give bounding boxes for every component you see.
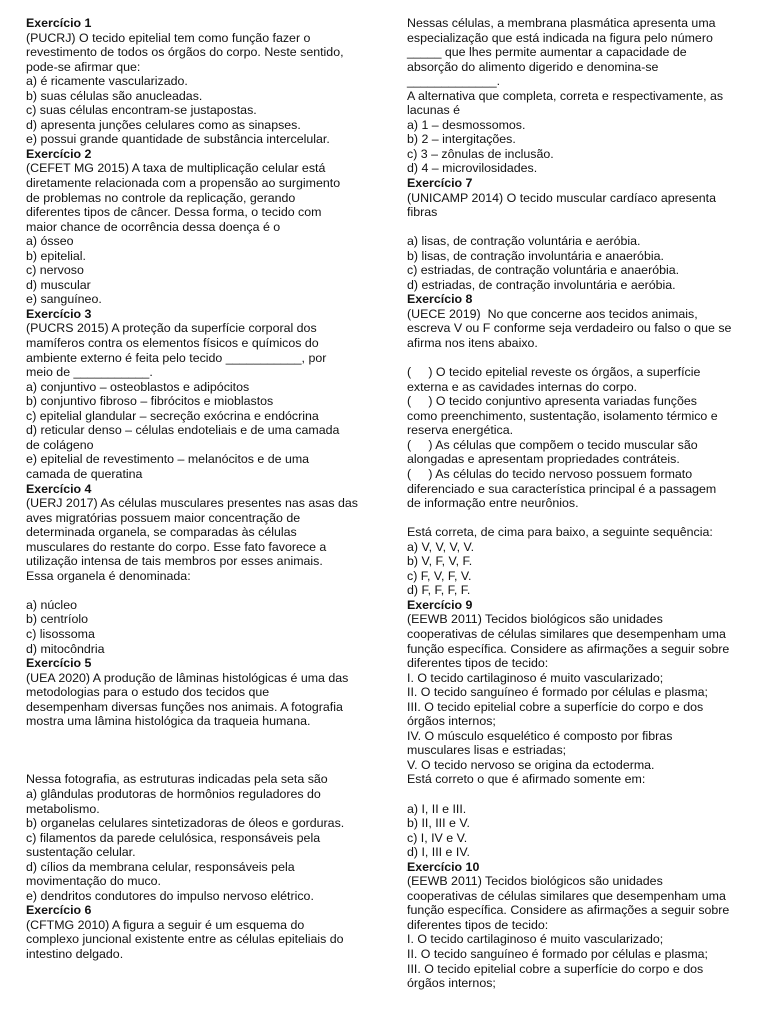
text-line: _____ que lhes permite aumentar a capacidade de [407, 45, 687, 60]
text-line: de informação entre neurônios. [407, 496, 579, 511]
text-line: c) nervoso [26, 263, 84, 278]
text-line: a) glândulas produtoras de hormônios reguladores do [26, 786, 321, 801]
left-column [26, 16, 371, 962]
text-line: (UEA 2020) A produção de lâminas histológicas é uma das [26, 670, 349, 685]
text-line: a) núcleo [26, 597, 77, 612]
exercise-heading: Exercício 3 [26, 306, 92, 321]
text-line: a) lisas, de contração voluntária e aeróbia. [407, 234, 641, 249]
text-line: (EEWB 2011) Tecidos biológicos são unidades [407, 874, 663, 889]
text-line: d) F, F, F, F. [407, 583, 471, 598]
text-line: pode-se afirmar que: [26, 59, 141, 74]
text-line: camada de queratina [26, 466, 143, 481]
text-line: a) é ricamente vascularizado. [26, 74, 188, 89]
exercise-heading: Exercício 6 [26, 903, 92, 918]
text-line: intestino delgado. [26, 947, 124, 961]
text-line: c) estriadas, de contração voluntária e anaeróbia. [407, 263, 680, 278]
text-line: a) conjuntivo – osteoblastos e adipócitos [26, 379, 250, 394]
text-line: d) muscular [26, 277, 91, 292]
text-line: b) V, F, V, F. [407, 554, 473, 569]
text-line: b) conjuntivo fibroso – fibrócitos e mioblastos [26, 394, 274, 409]
text-line: órgãos internos; [407, 714, 496, 729]
text-line: diferenciado e sua característica principal é a passagem [407, 481, 717, 496]
text-line: _____________. [407, 74, 501, 89]
exercise-heading: Exercício 7 [407, 176, 473, 191]
text-line: externa e as cavidades internas do corpo. [407, 379, 638, 394]
text-line: c) I, IV e V. [407, 830, 468, 845]
text-line: b) lisas, de contração involuntária e anaeróbia. [407, 248, 664, 263]
text-line: alongadas e apresentam propriedades contráteis. [407, 452, 680, 467]
blank-line [407, 511, 752, 526]
text-line: maior chance de ocorrência dessa doença é o [26, 219, 281, 234]
text-line: órgãos internos; [407, 976, 496, 991]
text-line: ambiente externo é feita pelo tecido ___________, por [26, 350, 327, 365]
blank-line [407, 351, 752, 366]
text-line: b) suas células são anucleadas. [26, 88, 203, 103]
text-line: cooperativas de células similares que desempenham uma [407, 888, 726, 903]
text-line: ( ) As células que compõem o tecido muscular são [407, 437, 698, 452]
text-line: I. O tecido cartilaginoso é muito vascularizado; [407, 932, 664, 947]
exercise-heading: Exercício 10 [407, 859, 480, 874]
blank-line [26, 729, 371, 744]
text-line: III. O tecido epitelial cobre a superfície do corpo e dos [407, 699, 704, 714]
text-line: (PUCRJ) O tecido epitelial tem como função fazer o [26, 30, 311, 45]
text-line: revestimento de todos os órgãos do corpo. Neste sentido, [26, 45, 344, 60]
text-line: c) suas células encontram-se justapostas. [26, 103, 257, 118]
text-line: musculares lisas e estriadas; [407, 743, 567, 758]
text-line: função específica. Considere as afirmações a seguir sobre [407, 641, 730, 656]
text-line: fibras [407, 205, 438, 220]
text-line: diferentes tipos de tecido: [407, 917, 549, 932]
text-line: de colágeno [26, 437, 94, 452]
text-line: cooperativas de células similares que desempenham uma [407, 626, 726, 641]
exercise-heading: Exercício 5 [26, 656, 92, 671]
text-line: utilização intensa de tais membros por esses animais. [26, 554, 323, 569]
text-line: lacunas é [407, 103, 461, 118]
text-line: diretamente relacionada com a propensão ao surgimento [26, 176, 341, 191]
text-line: d) estriadas, de contração involuntária e aeróbia. [407, 277, 676, 292]
text-line: determinada organela, se comparadas às células [26, 525, 297, 540]
text-line: Nessa fotografia, as estruturas indicadas pela seta são [26, 772, 328, 787]
text-line: reserva energética. [407, 423, 514, 438]
text-line: metabolismo. [26, 801, 100, 816]
text-line: aves migratórias possuem maior concentração de [26, 510, 301, 525]
text-line: Está correto o que é afirmado somente em: [407, 772, 646, 787]
text-line: V. O tecido nervoso se origina da ectoderma. [407, 757, 655, 772]
text-line: a) 1 – desmossomos. [407, 117, 526, 132]
text-line: mamíferos contra os elementos físicos e químicos do [26, 336, 319, 351]
text-line: movimentação do muco. [26, 874, 161, 889]
text-line: e) possui grande quantidade de substância intercelular. [26, 132, 330, 147]
text-line: ( ) O tecido epitelial reveste os órgãos, a superfície [407, 365, 701, 380]
text-line: escreva V ou F conforme seja verdadeiro ou falso o que se [407, 321, 732, 336]
text-line: (PUCRS 2015) A proteção da superfície corporal dos [26, 321, 317, 336]
text-line: Está correta, de cima para baixo, a seguinte sequência: [407, 525, 713, 540]
text-line: e) sanguíneo. [26, 292, 102, 307]
text-line: musculares do restante do corpo. Esse fato favorece a [26, 539, 327, 554]
text-line: metodologias para o estudo dos tecidos que [26, 685, 270, 700]
exercise-heading: Exercício 8 [407, 292, 473, 307]
text-line: (CFTMG 2010) A figura a seguir é um esquema do [26, 917, 305, 932]
text-line: d) apresenta junções celulares como as sinapses. [26, 117, 301, 132]
text-line: ( ) As células do tecido nervoso possuem formato [407, 466, 693, 481]
text-line: complexo juncional existente entre as células epiteliais do [26, 932, 344, 947]
text-line: c) filamentos da parede celulósica, responsáveis pela [26, 830, 321, 845]
text-line: mostra uma lâmina histológica da traqueia humana. [26, 714, 311, 729]
text-line: b) organelas celulares sintetizadoras de óleos e gorduras. [26, 816, 345, 831]
text-line: d) cílios da membrana celular, responsáveis pela [26, 859, 295, 874]
exercise-heading: Exercício 2 [26, 146, 92, 161]
blank-line [407, 220, 752, 235]
text-line: a) V, V, V, V. [407, 539, 475, 554]
text-line: c) 3 – zônulas de inclusão. [407, 146, 554, 161]
text-line: como preenchimento, sustentação, isolamento térmico e [407, 408, 718, 423]
text-line: A alternativa que completa, correta e respectivamente, as [407, 88, 724, 103]
text-line: III. O tecido epitelial cobre a superfície do corpo e dos [407, 961, 704, 976]
text-line: (UERJ 2017) As células musculares presentes nas asas das [26, 496, 358, 511]
text-line: especialização que está indicada na figura pelo número [407, 30, 713, 45]
text-line: d) I, III e IV. [407, 845, 470, 860]
text-line: de problemas no controle da replicação, gerando [26, 190, 296, 205]
text-line: d) 4 – microvilosidades. [407, 161, 538, 176]
text-line: a) ósseo [26, 234, 74, 249]
text-line: a) I, II e III. [407, 801, 467, 816]
text-line: IV. O músculo esquelético é composto por fibras [407, 728, 673, 743]
text-line: ( ) O tecido conjuntivo apresenta variadas funções [407, 394, 697, 409]
text-line: função específica. Considere as afirmações a seguir sobre [407, 903, 730, 918]
text-line: I. O tecido cartilaginoso é muito vascularizado; [407, 670, 664, 685]
text-line: e) epitelial de revestimento – melanócitos e de uma [26, 452, 310, 467]
text-line: diferentes tipos de câncer. Dessa forma, o tecido com [26, 205, 322, 220]
exercise-heading: Exercício 4 [26, 481, 92, 496]
text-line: (EEWB 2011) Tecidos biológicos são unidades [407, 612, 663, 627]
text-line: c) epitelial glandular – secreção exócrina e endócrina [26, 408, 319, 423]
text-line: b) II, III e V. [407, 816, 470, 831]
text-line: diferentes tipos de tecido: [407, 656, 549, 671]
exercise-heading: Exercício 1 [26, 16, 92, 30]
exercise-heading: Exercício 9 [407, 597, 473, 612]
text-line: (UECE 2019) No que concerne aos tecidos animais, [407, 306, 698, 321]
text-line: b) 2 – intergitações. [407, 132, 516, 147]
text-line: b) epitelial. [26, 248, 86, 263]
text-line: b) centríolo [26, 612, 88, 627]
text-line: d) reticular denso – células endoteliais e de uma camada [26, 423, 340, 438]
blank-line [26, 743, 371, 758]
text-line: absorção do alimento digerido e denomina-se [407, 59, 659, 74]
text-line: Essa organela é denominada: [26, 568, 191, 583]
text-line: (CEFET MG 2015) A taxa de multiplicação celular está [26, 161, 326, 176]
text-line: desempenham diversas funções nos animais. A fotografia [26, 699, 343, 714]
blank-line [26, 583, 371, 598]
text-line: e) dendritos condutores do impulso nervoso elétrico. [26, 888, 314, 903]
text-line: c) F, V, F, V. [407, 568, 472, 583]
text-line: meio de ___________. [26, 365, 153, 380]
right-column [407, 16, 752, 991]
blank-line [407, 787, 752, 802]
text-line: d) mitocôndria [26, 641, 105, 656]
text-line: afirma nos itens abaixo. [407, 336, 538, 351]
blank-line [26, 758, 371, 773]
text-line: sustentação celular. [26, 845, 136, 860]
text-line: c) lisossoma [26, 626, 95, 641]
text-line: II. O tecido sanguíneo é formado por células e plasma; [407, 685, 708, 700]
text-line: (UNICAMP 2014) O tecido muscular cardíaco apresenta [407, 190, 716, 205]
text-line: II. O tecido sanguíneo é formado por células e plasma; [407, 947, 708, 961]
text-line: Nessas células, a membrana plasmática apresenta uma [407, 16, 716, 30]
